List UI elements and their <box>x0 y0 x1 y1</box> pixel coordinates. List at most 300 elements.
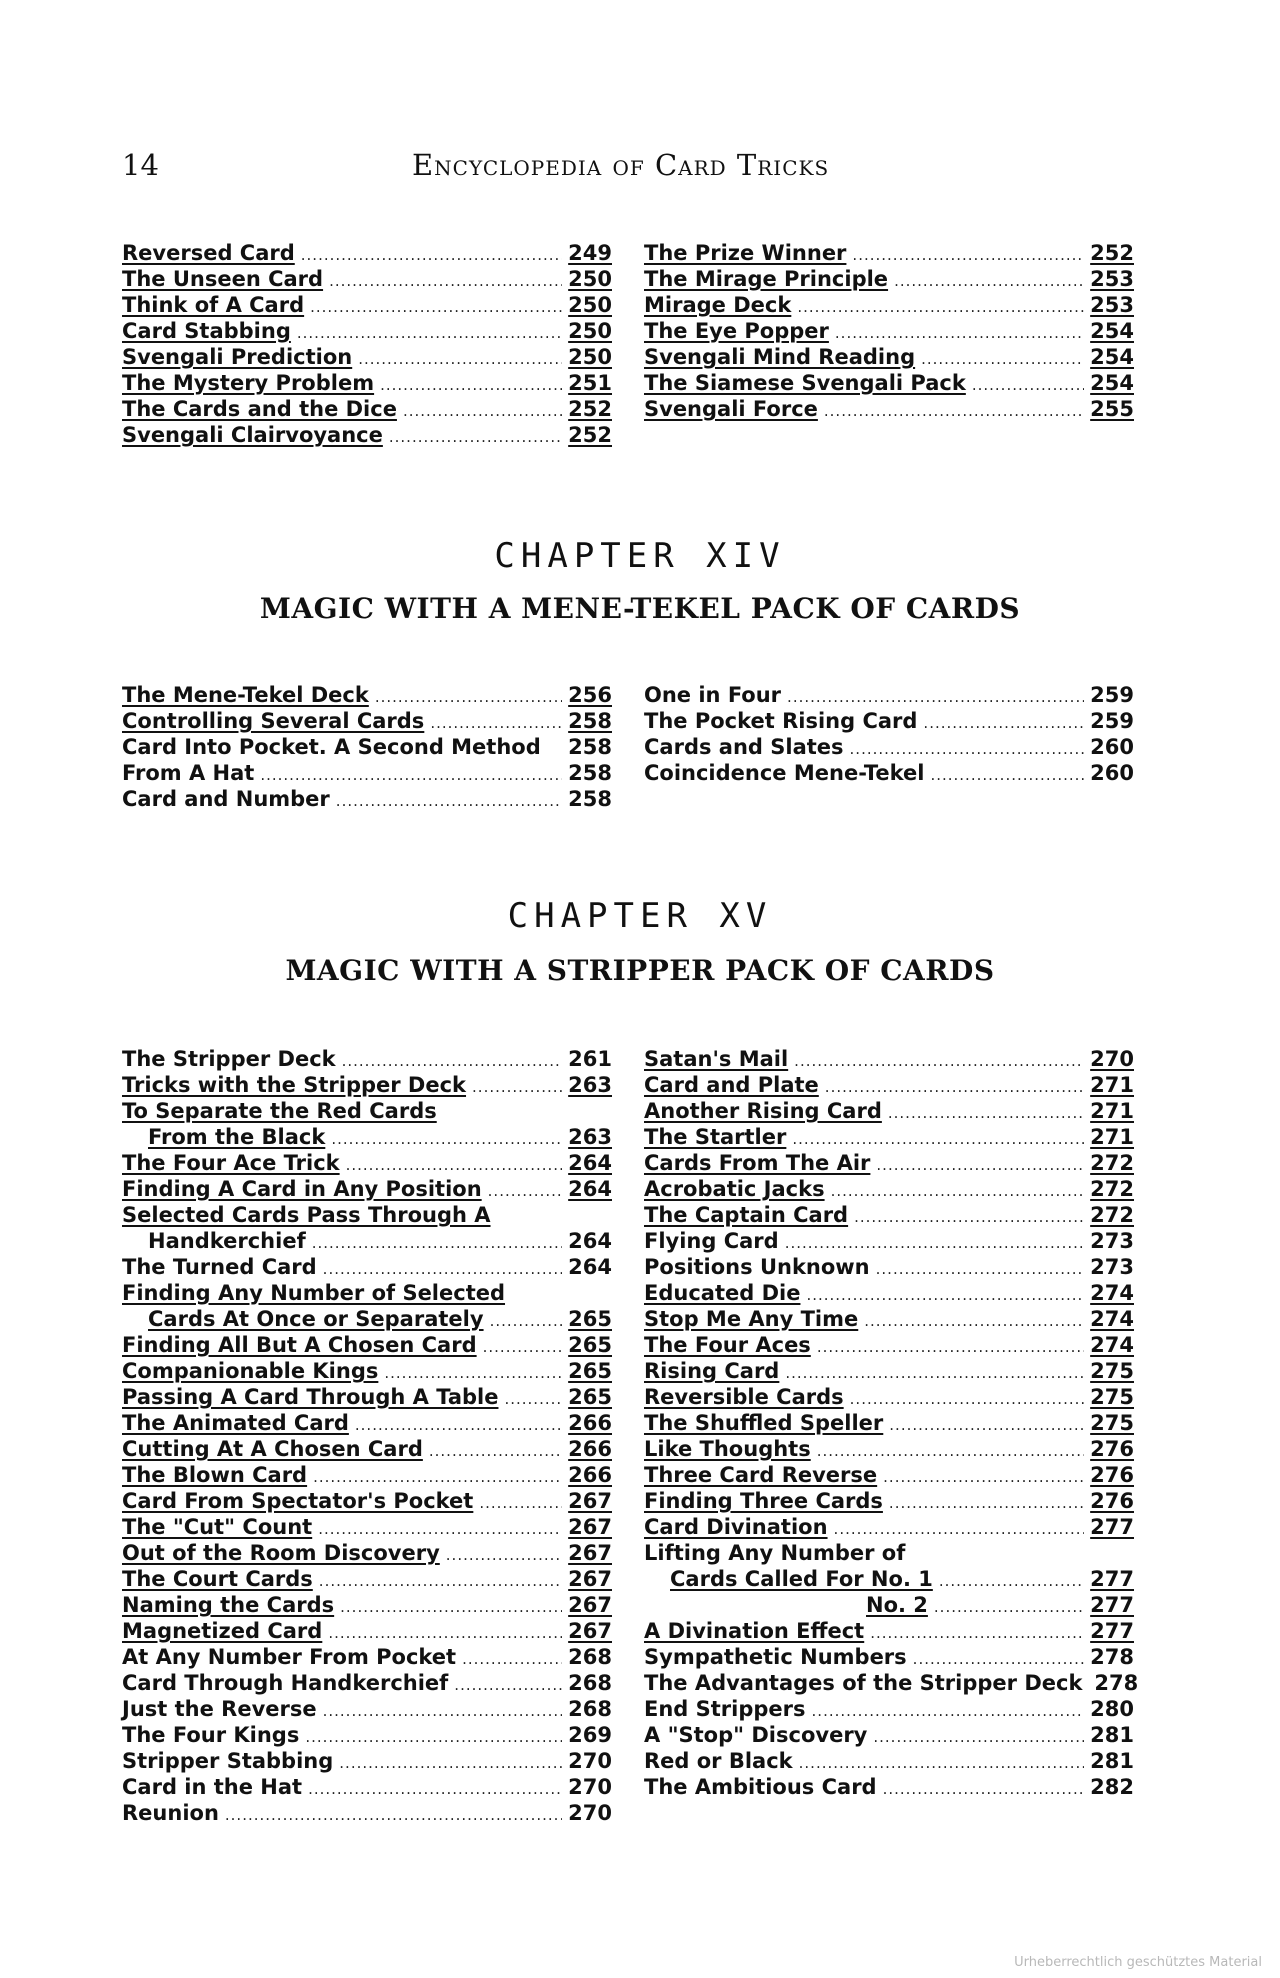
toc-entry-page: 269 <box>568 1723 612 1747</box>
toc-entry <box>122 1410 612 1436</box>
toc-entry-page: 268 <box>568 1645 612 1669</box>
toc-entry <box>122 240 612 266</box>
toc-entry <box>122 1488 612 1514</box>
toc-entry <box>122 1436 612 1462</box>
dot-leader <box>834 1516 1085 1542</box>
toc-entry-title: The Four Kings <box>122 1723 300 1747</box>
toc-entry <box>644 1202 1134 1228</box>
toc-entry-title: Rising Card <box>644 1359 780 1383</box>
toc-entry-title: Selected Cards Pass Through A <box>122 1203 491 1227</box>
toc-entry-title: The Court Cards <box>122 1567 313 1591</box>
dot-leader <box>225 1802 562 1828</box>
toc-entry-title: Svengali Force <box>644 397 818 421</box>
dot-leader <box>883 1464 1084 1490</box>
toc-entry-page: 268 <box>568 1671 612 1695</box>
dot-leader <box>430 710 562 736</box>
toc-entry <box>644 344 1134 370</box>
toc-entry <box>122 1514 612 1540</box>
toc-entry-page: 278 <box>1090 1645 1134 1669</box>
toc-entry-title: Lifting Any Number of <box>644 1541 906 1565</box>
toc-entry-page: 271 <box>1090 1125 1134 1149</box>
toc-entry-title: Flying Card <box>644 1229 779 1253</box>
toc-entry-title: A Divination Effect <box>644 1619 865 1643</box>
toc-entry-title: Svengali Mind Reading <box>644 345 916 369</box>
toc-entry <box>644 1618 1134 1644</box>
toc-entry-title: At Any Number From Pocket <box>122 1645 457 1669</box>
dot-leader <box>462 1646 562 1672</box>
toc-entry-title: The Four Aces <box>644 1333 811 1357</box>
dot-leader <box>785 1230 1084 1256</box>
toc-entry <box>644 1748 1134 1774</box>
toc-entry-page: 263 <box>568 1073 612 1097</box>
dot-leader <box>972 372 1084 398</box>
toc-entry <box>122 1098 612 1124</box>
toc-entry-title: Handkerchief <box>148 1229 306 1253</box>
toc-entry <box>644 1384 1134 1410</box>
toc-entry-title: The Shuffled Speller <box>644 1411 884 1435</box>
dot-leader <box>260 762 562 788</box>
toc-entry-page: 277 <box>1090 1619 1134 1643</box>
dot-leader <box>403 398 562 424</box>
dot-leader <box>873 1724 1084 1750</box>
toc-entry-page: 253 <box>1090 267 1134 291</box>
toc-entry <box>122 1202 612 1228</box>
running-title: Encyclopedia of Card Tricks <box>412 148 830 182</box>
toc-entry-title: The Eye Popper <box>644 319 829 343</box>
toc-entry-page: 272 <box>1090 1177 1134 1201</box>
toc-entry-page: 273 <box>1090 1229 1134 1253</box>
toc-entry <box>644 1124 1134 1150</box>
toc-entry-title: Three Card Reverse <box>644 1463 878 1487</box>
dot-leader <box>331 1126 562 1152</box>
toc-entry <box>644 1488 1134 1514</box>
dot-leader <box>319 1568 562 1594</box>
toc-entry <box>644 1514 1134 1540</box>
toc-entry-title: Acrobatic Jacks <box>644 1177 825 1201</box>
chapter-xv-subtitle: MAGIC WITH A STRIPPER PACK OF CARDS <box>285 954 995 987</box>
toc-entry-title: Cutting At A Chosen Card <box>122 1437 423 1461</box>
toc-entry-title: One in Four <box>644 683 782 707</box>
toc-entry <box>644 396 1134 422</box>
toc-entry-page: 281 <box>1090 1749 1134 1773</box>
toc-entry-title: The Animated Card <box>122 1411 349 1435</box>
toc-entry-page: 250 <box>568 345 612 369</box>
dot-leader <box>870 1620 1084 1646</box>
toc-entry-title: Coincidence Mene-Tekel <box>644 761 925 785</box>
dot-leader <box>876 1152 1084 1178</box>
toc-entry-page: 270 <box>568 1801 612 1825</box>
dot-leader <box>835 320 1084 346</box>
toc-entry <box>122 1644 612 1670</box>
toc-entry-page: 277 <box>1090 1593 1134 1617</box>
dot-leader <box>797 294 1084 320</box>
toc-entry <box>122 292 612 318</box>
dot-leader <box>852 242 1084 268</box>
toc-entry <box>122 708 612 734</box>
dot-leader <box>318 1516 562 1542</box>
toc-entry <box>644 1540 1134 1566</box>
toc-entry-title: Stripper Stabbing <box>122 1749 334 1773</box>
toc-entry-title: Finding A Card in Any Position <box>122 1177 482 1201</box>
toc-entry-page: 270 <box>1090 1047 1134 1071</box>
dot-leader <box>308 1776 562 1802</box>
toc-entry-title: Finding Three Cards <box>644 1489 883 1513</box>
toc-entry <box>644 1098 1134 1124</box>
toc-entry <box>644 1774 1134 1800</box>
copyright-watermark: Urheberrechtlich geschütztes Material <box>1014 1955 1262 1970</box>
toc-entry-title: Sympathetic Numbers <box>644 1645 907 1669</box>
chapter-xv-left-column <box>122 1046 612 1826</box>
dot-leader <box>825 1074 1084 1100</box>
dot-leader <box>921 346 1084 372</box>
toc-entry-page: 259 <box>1090 683 1134 707</box>
toc-entry-title: The Stripper Deck <box>122 1047 336 1071</box>
dot-leader <box>794 1048 1084 1074</box>
toc-entry-title: Reunion <box>122 1801 219 1825</box>
dot-leader <box>483 1334 563 1360</box>
toc-entry-page: 252 <box>1090 241 1134 265</box>
toc-entry-title: Passing A Card Through A Table <box>122 1385 499 1409</box>
toc-entry <box>122 1124 612 1150</box>
toc-entry <box>122 682 612 708</box>
toc-entry <box>644 1254 1134 1280</box>
toc-entry-title: Stop Me Any Time <box>644 1307 859 1331</box>
toc-entry-page: 266 <box>568 1463 612 1487</box>
dot-leader <box>817 1334 1084 1360</box>
toc-entry-title: Card Into Pocket. A Second Method <box>122 735 541 759</box>
toc-entry <box>122 344 612 370</box>
toc-entry <box>122 370 612 396</box>
toc-entry-title: The Prize Winner <box>644 241 847 265</box>
toc-entry-page: 256 <box>568 683 612 707</box>
toc-entry <box>122 1046 612 1072</box>
toc-entry <box>122 1800 612 1826</box>
toc-entry-page: 258 <box>568 787 612 811</box>
toc-entry-title: Cards At Once or Separately <box>148 1307 484 1331</box>
toc-entry-title: Positions Unknown <box>644 1255 870 1279</box>
toc-top-left-column <box>122 240 612 448</box>
toc-entry-page: 263 <box>568 1125 612 1149</box>
dot-leader <box>389 424 562 450</box>
toc-entry <box>122 1384 612 1410</box>
toc-entry-title: Tricks with the Stripper Deck <box>122 1073 467 1097</box>
toc-entry-page: 276 <box>1090 1489 1134 1513</box>
toc-entry-page: 258 <box>568 709 612 733</box>
toc-entry-page: 249 <box>568 241 612 265</box>
toc-entry-page: 271 <box>1090 1099 1134 1123</box>
toc-entry <box>644 266 1134 292</box>
dot-leader <box>889 1490 1084 1516</box>
toc-entry-page: 275 <box>1090 1385 1134 1409</box>
toc-entry-page: 265 <box>568 1385 612 1409</box>
toc-entry-page: 264 <box>568 1151 612 1175</box>
toc-entry-title: The "Cut" Count <box>122 1515 313 1539</box>
toc-entry-page: 276 <box>1090 1437 1134 1461</box>
toc-entry-title: Educated Die <box>644 1281 801 1305</box>
toc-entry-title: The Mirage Principle <box>644 267 889 291</box>
dot-leader <box>785 1360 1084 1386</box>
dot-leader <box>313 1464 562 1490</box>
toc-entry <box>644 318 1134 344</box>
toc-entry-page: 251 <box>568 371 612 395</box>
toc-entry <box>644 1306 1134 1332</box>
chapter-xiv-subtitle: MAGIC WITH A MENE-TEKEL PACK OF CARDS <box>259 592 1021 625</box>
toc-entry-page: 254 <box>1090 371 1134 395</box>
toc-entry-title: Svengali Clairvoyance <box>122 423 383 447</box>
toc-entry <box>644 1280 1134 1306</box>
toc-entry <box>122 1592 612 1618</box>
dot-leader <box>328 1620 562 1646</box>
toc-entry <box>644 708 1134 734</box>
toc-entry <box>122 1462 612 1488</box>
toc-entry-title: A "Stop" Discovery <box>644 1723 868 1747</box>
page-number: 14 <box>122 148 159 182</box>
dot-leader <box>358 346 562 372</box>
dot-leader <box>472 1074 562 1100</box>
toc-entry-title: Card From Spectator's Pocket <box>122 1489 474 1513</box>
toc-entry <box>122 1150 612 1176</box>
toc-entry <box>644 682 1134 708</box>
toc-entry <box>122 1722 612 1748</box>
dot-leader <box>323 1256 562 1282</box>
toc-entry-title: The Captain Card <box>644 1203 849 1227</box>
toc-entry-page: 281 <box>1090 1723 1134 1747</box>
toc-entry-title: From A Hat <box>122 761 255 785</box>
toc-entry <box>644 1046 1134 1072</box>
toc-entry <box>644 1410 1134 1436</box>
toc-entry-title: Mirage Deck <box>644 293 792 317</box>
toc-entry-page: 275 <box>1090 1359 1134 1383</box>
toc-top-right-column <box>644 240 1134 422</box>
dot-leader <box>375 684 562 710</box>
toc-entry <box>122 1696 612 1722</box>
toc-entry-page: 267 <box>568 1567 612 1591</box>
toc-entry-page: 266 <box>568 1411 612 1435</box>
toc-entry-page: 252 <box>568 423 612 447</box>
toc-entry-title: Cards From The Air <box>644 1151 871 1175</box>
toc-entry-page: 274 <box>1090 1281 1134 1305</box>
toc-entry-title: Card and Plate <box>644 1073 819 1097</box>
dot-leader <box>342 1048 563 1074</box>
dot-leader <box>490 1308 563 1334</box>
toc-entry-title: The Startler <box>644 1125 787 1149</box>
toc-entry-title: Reversed Card <box>122 241 295 265</box>
toc-entry-title: Think of A Card <box>122 293 305 317</box>
toc-entry-page: 280 <box>1090 1697 1134 1721</box>
toc-entry-page: 258 <box>568 761 612 785</box>
toc-entry-title: Satan's Mail <box>644 1047 789 1071</box>
toc-entry <box>122 1358 612 1384</box>
toc-entry <box>644 1436 1134 1462</box>
toc-entry <box>644 1644 1134 1670</box>
dot-leader <box>883 1776 1085 1802</box>
dot-leader <box>323 1698 563 1724</box>
toc-entry <box>122 1618 612 1644</box>
toc-entry-title: Card Divination <box>644 1515 828 1539</box>
toc-entry-title: Cards Called For No. 1 <box>670 1567 933 1591</box>
toc-entry-page: 267 <box>568 1593 612 1617</box>
toc-entry-page: 252 <box>568 397 612 421</box>
toc-entry-title: The Turned Card <box>122 1255 317 1279</box>
toc-entry-title: Like Thoughts <box>644 1437 811 1461</box>
toc-entry-title: From the Black <box>148 1125 326 1149</box>
dot-leader <box>939 1568 1084 1594</box>
toc-entry-page: 267 <box>568 1515 612 1539</box>
toc-entry <box>122 1774 612 1800</box>
toc-entry-title: Reversible Cards <box>644 1385 844 1409</box>
toc-entry-title: The Four Ace Trick <box>122 1151 340 1175</box>
toc-entry-page: 255 <box>1090 397 1134 421</box>
toc-entry <box>122 1540 612 1566</box>
toc-entry-title: Naming the Cards <box>122 1593 335 1617</box>
toc-entry-title: The Pocket Rising Card <box>644 709 918 733</box>
dot-leader <box>913 1646 1084 1672</box>
toc-entry-title: Out of the Room Discovery <box>122 1541 440 1565</box>
toc-entry-page: 253 <box>1090 293 1134 317</box>
toc-entry-page: 272 <box>1090 1203 1134 1227</box>
dot-leader <box>888 1100 1084 1126</box>
dot-leader <box>850 736 1085 762</box>
toc-entry-page: 265 <box>568 1359 612 1383</box>
toc-entry <box>122 786 612 812</box>
toc-entry-page: 250 <box>568 293 612 317</box>
toc-entry-page: 261 <box>568 1047 612 1071</box>
toc-entry <box>122 1748 612 1774</box>
toc-entry <box>122 422 612 448</box>
toc-entry-page: 278 <box>1094 1671 1139 1695</box>
toc-entry-title: Finding Any Number of Selected <box>122 1281 506 1305</box>
chapter-xiv-heading: CHAPTER XIV <box>494 536 786 576</box>
chapter-xv-heading: CHAPTER XV <box>507 896 773 936</box>
toc-entry-page: 264 <box>568 1177 612 1201</box>
dot-leader <box>889 1412 1084 1438</box>
toc-entry-title: The Blown Card <box>122 1463 308 1487</box>
toc-entry-page: 254 <box>1090 319 1134 343</box>
toc-entry <box>122 318 612 344</box>
dot-leader <box>824 398 1084 424</box>
toc-entry-title: No. 2 <box>866 1593 928 1617</box>
toc-entry-title: Red or Black <box>644 1749 793 1773</box>
toc-entry-page: 267 <box>568 1541 612 1565</box>
toc-entry <box>644 1150 1134 1176</box>
toc-entry <box>644 1332 1134 1358</box>
toc-entry-title: The Mystery Problem <box>122 371 375 395</box>
dot-leader <box>792 1126 1084 1152</box>
dot-leader <box>312 1230 562 1256</box>
toc-entry <box>644 1176 1134 1202</box>
toc-entry-page: 258 <box>568 735 612 759</box>
dot-leader <box>876 1256 1085 1282</box>
toc-entry-page: 270 <box>568 1775 612 1799</box>
dot-leader <box>336 788 562 814</box>
toc-entry-page: 272 <box>1090 1151 1134 1175</box>
toc-entry-title: End Strippers <box>644 1697 806 1721</box>
dot-leader <box>329 268 562 294</box>
toc-entry-title: Magnetized Card <box>122 1619 323 1643</box>
dot-leader <box>339 1750 562 1776</box>
toc-entry-title: The Unseen Card <box>122 267 324 291</box>
dot-leader <box>305 1724 562 1750</box>
toc-entry-page: 260 <box>1090 735 1134 759</box>
toc-entry-page: 264 <box>568 1229 612 1253</box>
toc-entry <box>644 1696 1134 1722</box>
toc-entry-page: 271 <box>1090 1073 1134 1097</box>
dot-leader <box>930 762 1084 788</box>
toc-entry-page: 260 <box>1090 761 1134 785</box>
dot-leader <box>446 1542 562 1568</box>
toc-entry-page: 275 <box>1090 1411 1134 1435</box>
toc-entry <box>122 1176 612 1202</box>
toc-entry-page: 254 <box>1090 345 1134 369</box>
toc-entry-page: 259 <box>1090 709 1134 733</box>
toc-entry-title: Card Through Handkerchief <box>122 1671 449 1695</box>
toc-entry-page: 267 <box>568 1489 612 1513</box>
toc-entry-page: 277 <box>1090 1515 1134 1539</box>
toc-entry <box>644 1072 1134 1098</box>
toc-entry-page: 264 <box>568 1255 612 1279</box>
dot-leader <box>812 1698 1085 1724</box>
toc-entry <box>644 1592 1134 1618</box>
dot-leader <box>355 1412 562 1438</box>
toc-entry <box>644 734 1134 760</box>
dot-leader <box>894 268 1084 294</box>
toc-entry <box>122 1332 612 1358</box>
toc-entry-title: Cards and Slates <box>644 735 844 759</box>
toc-entry-page: 266 <box>568 1437 612 1461</box>
chapter-xv-right-column <box>644 1046 1139 1800</box>
dot-leader <box>454 1672 562 1698</box>
dot-leader <box>310 294 562 320</box>
dot-leader <box>479 1490 562 1516</box>
toc-entry-title: Card Stabbing <box>122 319 291 343</box>
dot-leader <box>504 1386 562 1412</box>
toc-entry-page: 265 <box>568 1307 612 1331</box>
toc-entry <box>644 1722 1134 1748</box>
toc-entry <box>644 1566 1134 1592</box>
toc-entry-page: 274 <box>1090 1307 1134 1331</box>
toc-entry <box>644 1358 1134 1384</box>
toc-entry <box>122 1566 612 1592</box>
dot-leader <box>301 242 562 268</box>
dot-leader <box>817 1438 1084 1464</box>
dot-leader <box>864 1308 1084 1334</box>
toc-entry <box>122 266 612 292</box>
dot-leader <box>488 1178 563 1204</box>
dot-leader <box>854 1204 1084 1230</box>
toc-entry-page: 277 <box>1090 1567 1134 1591</box>
toc-entry-title: Card and Number <box>122 787 330 811</box>
toc-entry <box>122 1306 612 1332</box>
toc-entry <box>644 370 1134 396</box>
toc-entry <box>644 292 1134 318</box>
toc-entry-page: 282 <box>1090 1775 1134 1799</box>
dot-leader <box>850 1386 1085 1412</box>
dot-leader <box>340 1594 562 1620</box>
chapter-xiv-left-column <box>122 682 612 812</box>
toc-entry-page: 268 <box>568 1697 612 1721</box>
toc-entry-page: 274 <box>1090 1333 1134 1357</box>
dot-leader <box>787 684 1084 710</box>
dot-leader <box>831 1178 1085 1204</box>
toc-entry-title: Card in the Hat <box>122 1775 303 1799</box>
toc-entry-page: 273 <box>1090 1255 1134 1279</box>
toc-entry-title: The Siamese Svengali Pack <box>644 371 966 395</box>
dot-leader <box>923 710 1084 736</box>
dot-leader <box>346 1152 563 1178</box>
toc-entry-title: Just the Reverse <box>122 1697 317 1721</box>
toc-entry-title: Controlling Several Cards <box>122 709 425 733</box>
dot-leader <box>384 1360 562 1386</box>
